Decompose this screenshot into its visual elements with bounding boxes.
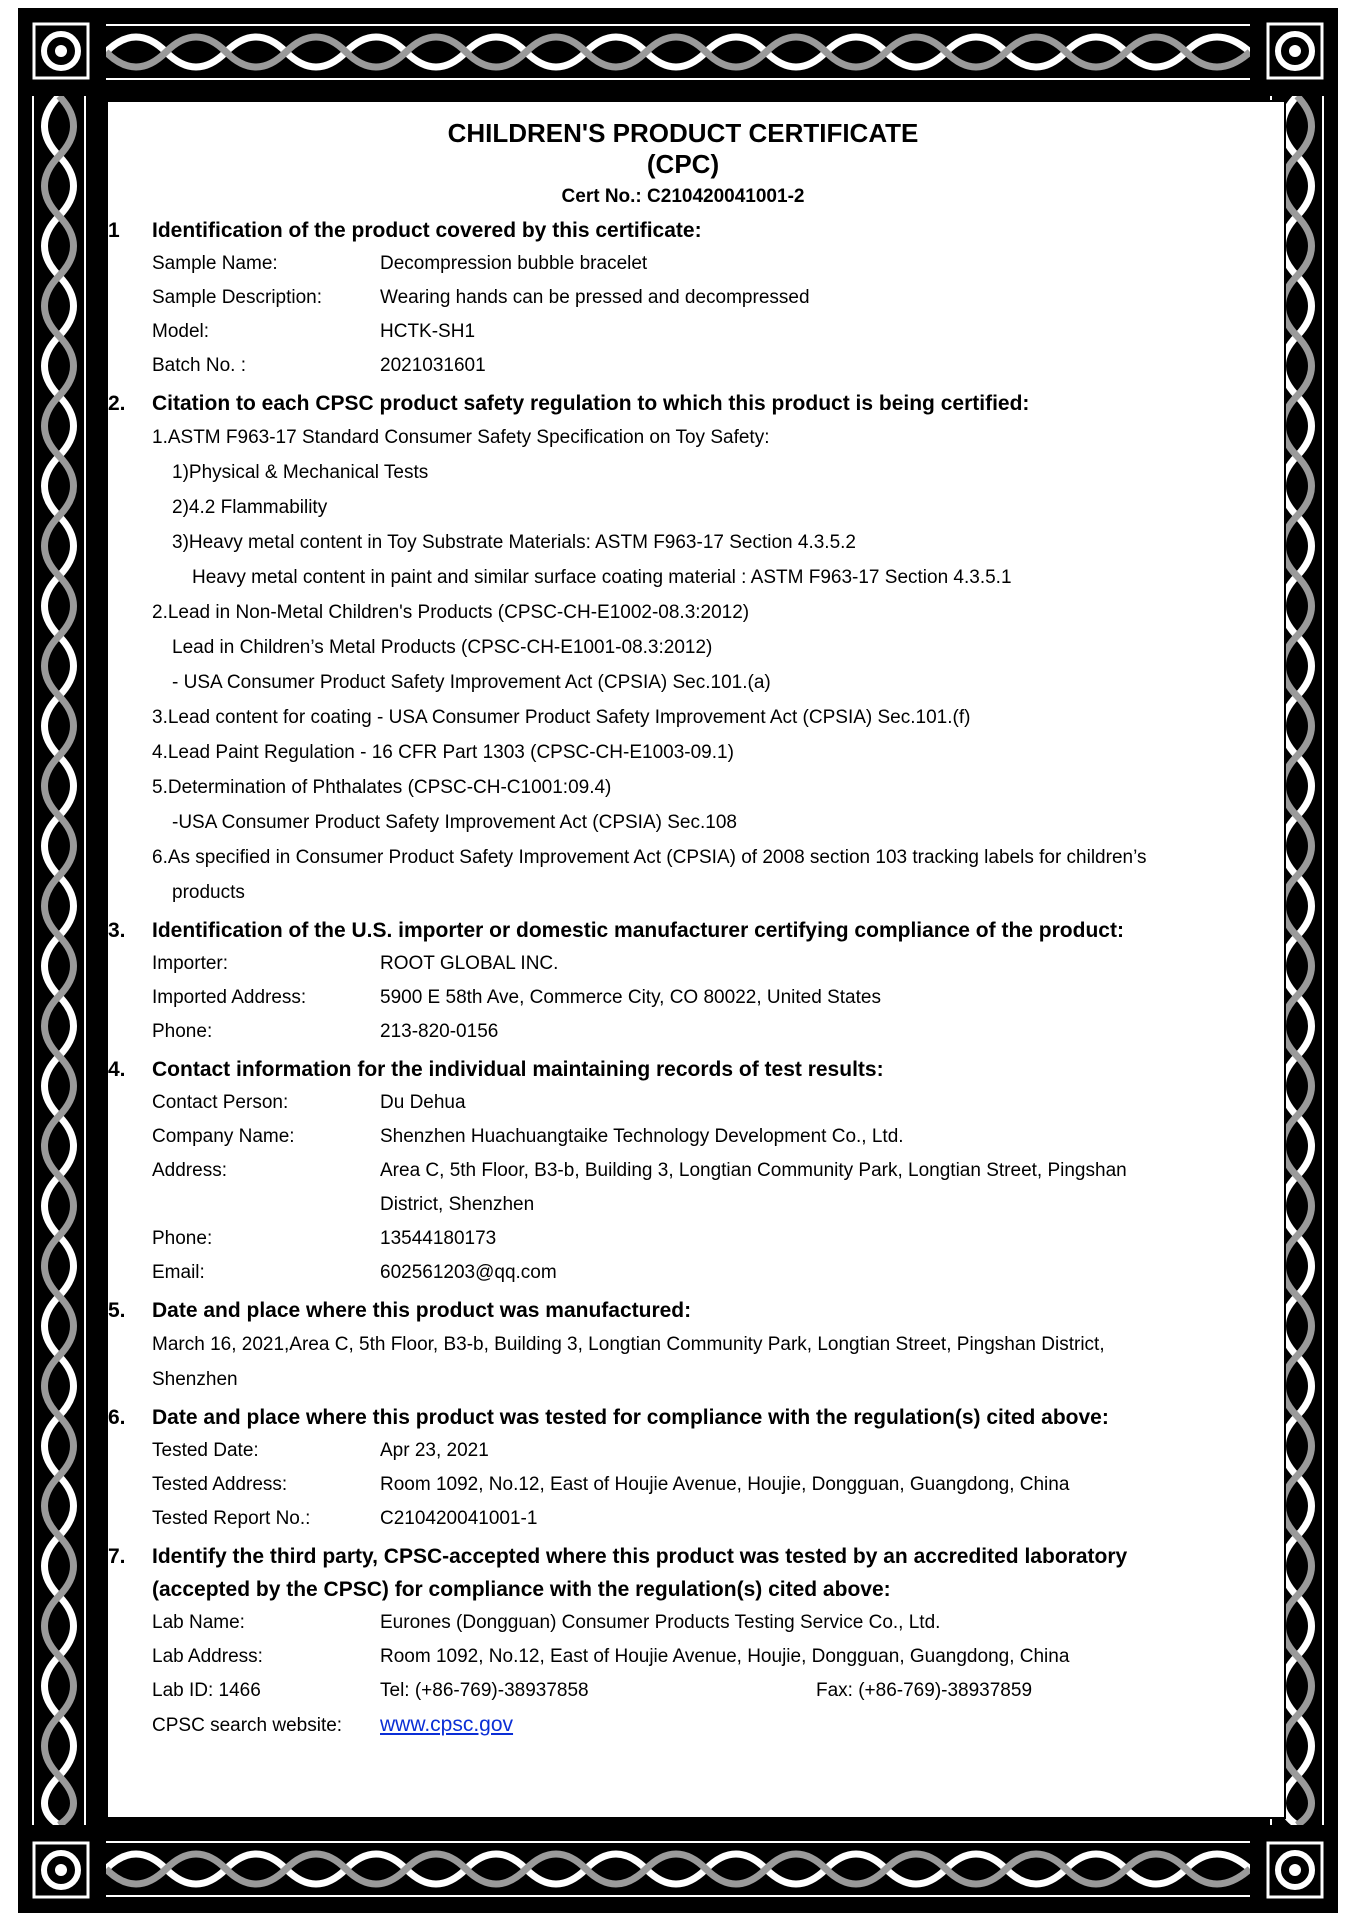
field-value: HCTK-SH1 bbox=[380, 321, 476, 342]
field-value: Room 1092, No.12, East of Houjie Avenue, Houjie, Dongguan, Guangdong, China bbox=[380, 1474, 1070, 1495]
field-label: Sample Description: bbox=[152, 287, 323, 308]
lab-id: Lab ID: 1466 bbox=[152, 1680, 261, 1701]
field-row bbox=[108, 247, 1258, 281]
manufacture-line: Shenzhen bbox=[152, 1369, 238, 1390]
field-value: 5900 E 58th Ave, Commerce City, CO 80022, United States bbox=[380, 987, 881, 1008]
section-heading bbox=[108, 1294, 1258, 1327]
field-row bbox=[108, 1086, 1258, 1120]
field-value: Du Dehua bbox=[380, 1092, 466, 1113]
field-label: Contact Person: bbox=[152, 1092, 289, 1113]
cert-number-value: C210420041001-2 bbox=[647, 186, 805, 207]
section-manufacture bbox=[108, 1294, 1258, 1397]
regulation-line: 4.Lead Paint Regulation - 16 CFR Part 1303 (CPSC-CH-E1003-09.1) bbox=[152, 742, 734, 763]
field-row bbox=[108, 1606, 1258, 1640]
section-regulations bbox=[108, 387, 1258, 910]
website-label: CPSC search website: bbox=[152, 1715, 343, 1736]
section-number: 4. bbox=[108, 1058, 126, 1081]
lab-contact-row bbox=[108, 1674, 1258, 1708]
corner-ornament-icon bbox=[30, 1839, 92, 1901]
lab-fax: Fax: (+86-769)-38937859 bbox=[816, 1680, 1033, 1701]
field-label: Phone: bbox=[152, 1021, 213, 1042]
braid-border-bottom bbox=[106, 1839, 1250, 1899]
section-contact bbox=[108, 1053, 1258, 1290]
field-value: Eurones (Dongguan) Consumer Products Testing Service Co., Ltd. bbox=[380, 1612, 941, 1633]
field-row bbox=[108, 1120, 1258, 1154]
field-value: 13544180173 bbox=[380, 1228, 497, 1249]
field-value: ROOT GLOBAL INC. bbox=[380, 953, 559, 974]
field-value: Room 1092, No.12, East of Houjie Avenue, Houjie, Dongguan, Guangdong, China bbox=[380, 1646, 1070, 1667]
field-row bbox=[108, 349, 1258, 383]
field-value: Apr 23, 2021 bbox=[380, 1440, 489, 1461]
field-row bbox=[108, 1434, 1258, 1468]
section-title: Date and place where this product was tested for compliance with the regulation(s) cited above: bbox=[152, 1406, 1109, 1429]
section-heading bbox=[108, 1540, 1258, 1573]
field-label: Phone: bbox=[152, 1228, 213, 1249]
braid-border-left bbox=[30, 96, 88, 1825]
field-value: Shenzhen Huachuangtaike Technology Development Co., Ltd. bbox=[380, 1126, 904, 1147]
section-number: 2. bbox=[108, 392, 126, 415]
braid-border-top bbox=[106, 22, 1250, 82]
field-label: Tested Date: bbox=[152, 1440, 259, 1461]
field-value: 602561203@qq.com bbox=[380, 1262, 557, 1283]
section-title-line1: Identify the third party, CPSC-accepted where this product was tested by an accredited laboratory bbox=[152, 1545, 1128, 1568]
certificate-subtitle: (CPC) bbox=[646, 149, 720, 179]
field-row bbox=[108, 281, 1258, 315]
section-importer bbox=[108, 914, 1258, 1049]
section-heading bbox=[108, 1053, 1258, 1086]
corner-ornament-icon bbox=[1264, 20, 1326, 82]
regulation-line: 6.As specified in Consumer Product Safety Improvement Act (CPSIA) of 2008 section 103 tracking labels for children’s bbox=[152, 847, 1147, 868]
section-heading bbox=[108, 387, 1258, 420]
field-row bbox=[108, 1256, 1258, 1290]
field-row bbox=[108, 981, 1258, 1015]
field-row bbox=[108, 315, 1258, 349]
cert-number bbox=[108, 184, 1258, 210]
certificate-title: CHILDREN'S PRODUCT CERTIFICATE bbox=[447, 118, 919, 148]
cert-number-label: Cert No.: bbox=[561, 186, 642, 207]
section-number: 3. bbox=[108, 919, 126, 942]
field-value: Area C, 5th Floor, B3-b, Building 3, Longtian Community Park, Longtian Street, Pingshan bbox=[380, 1160, 1127, 1181]
regulation-line: 3)Heavy metal content in Toy Substrate Materials: ASTM F963-17 Section 4.3.5.2 bbox=[172, 532, 856, 553]
section-title: Date and place where this product was manufactured: bbox=[152, 1299, 692, 1322]
website-row bbox=[108, 1708, 1258, 1743]
field-label: Address: bbox=[152, 1160, 227, 1181]
field-row bbox=[108, 1502, 1258, 1536]
regulation-line: 2.Lead in Non-Metal Children's Products (CPSC-CH-E1002-08.3:2012) bbox=[152, 602, 750, 623]
field-row bbox=[108, 1154, 1258, 1188]
field-value: C210420041001-1 bbox=[380, 1508, 538, 1529]
field-label: Importer: bbox=[152, 953, 229, 974]
field-row bbox=[108, 947, 1258, 981]
section-number: 7. bbox=[108, 1545, 126, 1568]
section-laboratory bbox=[108, 1540, 1258, 1743]
field-label: Tested Address: bbox=[152, 1474, 288, 1495]
field-row bbox=[108, 1222, 1258, 1256]
field-value: District, Shenzhen bbox=[380, 1194, 535, 1215]
section-product-identification bbox=[108, 214, 1258, 383]
regulation-line: 5.Determination of Phthalates (CPSC-CH-C1001:09.4) bbox=[152, 777, 612, 798]
section-number: 1 bbox=[108, 219, 120, 242]
section-title: Identification of the U.S. importer or domestic manufacturer certifying compliance of the product: bbox=[152, 919, 1124, 942]
section-title: Contact information for the individual maintaining records of test results: bbox=[152, 1058, 884, 1081]
field-value: Wearing hands can be pressed and decompressed bbox=[380, 287, 810, 308]
manufacture-line: March 16, 2021,Area C, 5th Floor, B3-b, Building 3, Longtian Community Park, Longtian Street, Pingshan District, bbox=[152, 1334, 1105, 1355]
lab-tel: Tel: (+86-769)-38937858 bbox=[380, 1680, 589, 1701]
field-label: Tested Report No.: bbox=[152, 1508, 311, 1529]
section-heading bbox=[108, 214, 1258, 247]
section-title-line2: (accepted by the CPSC) for compliance with the regulation(s) cited above: bbox=[152, 1578, 891, 1601]
section-number: 6. bbox=[108, 1406, 126, 1429]
field-label: Imported Address: bbox=[152, 987, 307, 1008]
section-number: 5. bbox=[108, 1299, 126, 1322]
field-label: Company Name: bbox=[152, 1126, 295, 1147]
regulation-line: 1.ASTM F963-17 Standard Consumer Safety Specification on Toy Safety: bbox=[152, 427, 770, 448]
regulation-line: 2)4.2 Flammability bbox=[172, 497, 328, 518]
regulation-line: 1)Physical & Mechanical Tests bbox=[172, 462, 429, 483]
field-value: 213-820-0156 bbox=[380, 1021, 499, 1042]
regulation-line: 3.Lead content for coating - USA Consumer Product Safety Improvement Act (CPSIA) Sec.101.(f) bbox=[152, 707, 971, 728]
section-title: Identification of the product covered by this certificate: bbox=[152, 219, 702, 242]
regulation-line: - USA Consumer Product Safety Improvement Act (CPSIA) Sec.101.(a) bbox=[172, 672, 771, 693]
regulation-line: Heavy metal content in paint and similar surface coating material : ASTM F963-17 Section 4.3.5.1 bbox=[192, 567, 1012, 588]
field-row bbox=[108, 1468, 1258, 1502]
field-row bbox=[108, 1015, 1258, 1049]
section-heading bbox=[108, 914, 1258, 947]
field-label: Lab Name: bbox=[152, 1612, 245, 1633]
field-row bbox=[108, 1640, 1258, 1674]
regulation-line: -USA Consumer Product Safety Improvement Act (CPSIA) Sec.108 bbox=[172, 812, 737, 833]
field-label: Batch No. : bbox=[152, 355, 246, 376]
section-title: Citation to each CPSC product safety regulation to which this product is being certified: bbox=[152, 392, 1030, 415]
field-label: Email: bbox=[152, 1262, 205, 1283]
field-row bbox=[108, 1188, 1258, 1222]
field-label: Model: bbox=[152, 321, 210, 342]
field-value: 2021031601 bbox=[380, 355, 486, 376]
corner-ornament-icon bbox=[30, 20, 92, 82]
section-testing bbox=[108, 1401, 1258, 1536]
field-label: Sample Name: bbox=[152, 253, 278, 274]
section-heading bbox=[108, 1401, 1258, 1434]
corner-ornament-icon bbox=[1264, 1839, 1326, 1901]
field-value: Decompression bubble bracelet bbox=[380, 253, 648, 274]
regulation-line: Lead in Children’s Metal Products (CPSC-CH-E1001-08.3:2012) bbox=[172, 637, 713, 658]
field-label: Lab Address: bbox=[152, 1646, 263, 1667]
regulation-line: products bbox=[172, 882, 245, 903]
certificate-content bbox=[108, 118, 1258, 1743]
cpsc-website-link[interactable]: www.cpsc.gov bbox=[380, 1713, 514, 1736]
